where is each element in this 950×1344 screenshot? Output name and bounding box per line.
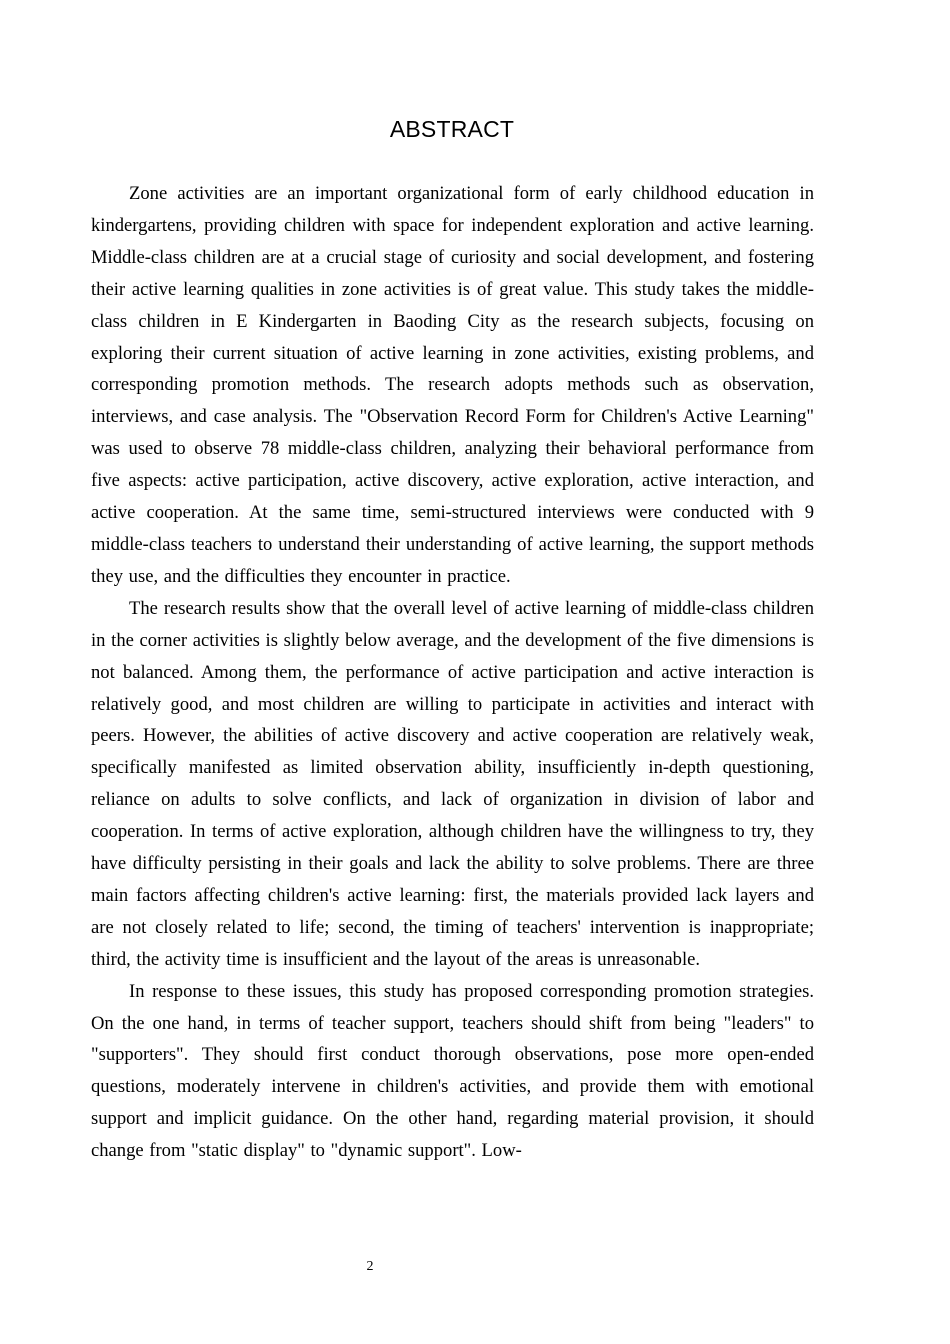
page-number: 2 <box>366 1259 374 1274</box>
abstract-paragraph-2: The research results show that the overall level of active learning of middle-class children in the corner activities is slightly below average, and the development of the five dimensions is not balanced. Among them, the performance of active participation and active interaction is relatively good, and most children are willing to participate in activities and interact with peers. However, the abilities of active discovery and active cooperation are relatively weak, specifically manifested as limited observation ability, insufficiently in-depth questioning, reliance on adults to solve conflicts, and lack of organization in division of labor and cooperation. In terms of active exploration, although children have the willingness to try, they have difficulty persisting in their goals and lack the ability to solve problems. There are three main factors affecting children's active learning: first, the materials provided lack layers and are not closely related to life; second, the timing of teachers' intervention is inappropriate; third, the activity time is insufficient and the layout of the areas is unreasonable. <box>91 597 814 970</box>
abstract-body <box>91 178 814 1167</box>
abstract-title: ABSTRACT <box>389 116 515 142</box>
abstract-paragraph-3: In response to these issues, this study has proposed corresponding promotion strategies. On the one hand, in terms of teacher support, teachers should shift from being "leaders" to "supporters". They should first conduct thorough observations, pose more open-ended questions, moderately intervene in children's activities, and provide them with emotional support and implicit guidance. On the other hand, regarding material provision, it should change from "static display" to "dynamic support". Low- <box>91 980 814 1162</box>
abstract-paragraph-1: Zone activities are an important organizational form of early childhood education in kindergartens, providing children with space for independent exploration and active learning. Middle-class children are at a crucial stage of curiosity and social development, and fostering their active learning qualities in zone activities is of great value. This study takes the middle-class children in E Kindergarten in Baoding City as the research subjects, focusing on exploring their current situation of active learning in zone activities, existing problems, and corresponding promotion methods. The research adopts methods such as observation, interviews, and case analysis. The "Observation Record Form for Children's Active Learning" was used to observe 78 middle-class children, analyzing their behavioral performance from five aspects: active participation, active discovery, active exploration, active interaction, and active cooperation. At the same time, semi-structured interviews were conducted with 9 middle-class teachers to understand their understanding of active learning, the support methods they use, and the difficulties they encounter in practice. <box>91 183 814 587</box>
